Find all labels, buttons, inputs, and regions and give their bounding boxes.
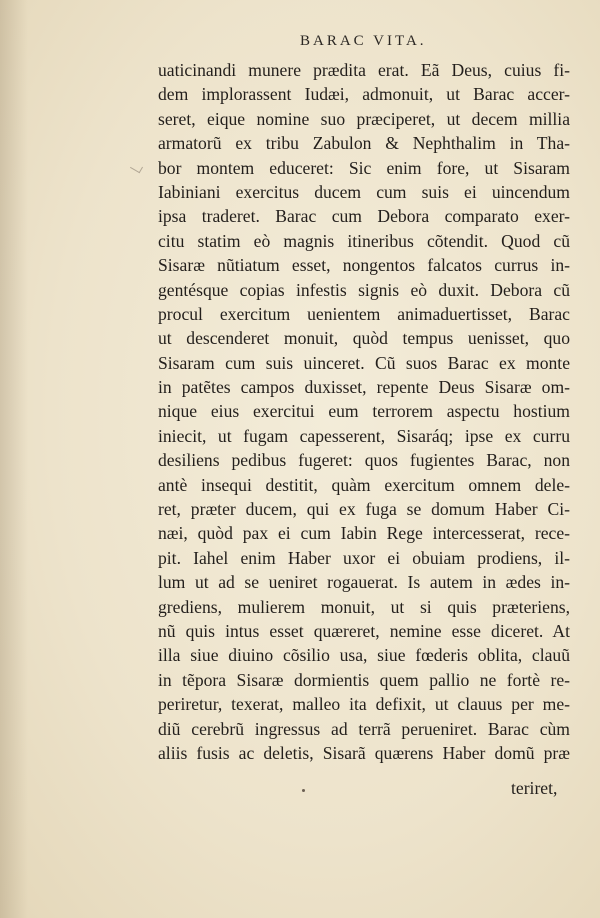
text-line: antè insequi destitit, quàm exercitum omnem dele- <box>158 474 570 495</box>
text-line: lum ut ad se ueniret rogauerat. Is autem in ædes in- <box>158 572 570 593</box>
ink-speck <box>302 789 305 792</box>
text-line: in tẽpora Sisaræ dormientis quem pallio ne fortè re- <box>158 669 570 690</box>
text-line: illa siue diuino cõsilio usa, siue fœderis oblita, clauũ <box>158 645 570 666</box>
text-line: Iabiniani exercitus ducem cum suis ei uincendum <box>158 181 570 202</box>
text-line: grediens, mulierem monuit, ut si quis præteriens, <box>158 596 570 617</box>
text-line: uaticinandi munere prædita erat. Eã Deus, cuius fi- <box>158 60 570 80</box>
spine-shadow <box>0 0 28 918</box>
text-line: gentésque copias infestis signis eò duxit. Debora cũ <box>158 279 570 300</box>
text-line: Sisaræ nũtiatum esset, nongentos falcatos currus in- <box>158 255 570 276</box>
text-line: nique eius exercitui eum terrorem aspectu hostium <box>158 401 570 422</box>
text-line: iniecit, ut fugam capesserent, Sisaráq; ipse ex curru <box>158 425 570 446</box>
text-line: næi, quòd pax ei cum Iabin Rege intercesserat, rece- <box>158 523 570 544</box>
catchword: teriret, <box>511 778 558 798</box>
running-head: BARAC VITA. <box>300 33 427 49</box>
text-line: bor montem educeret: Sic enim fore, ut Sisaram <box>158 157 570 178</box>
text-block <box>158 58 570 765</box>
text-line: citu statim eò magnis itineribus cõtendit. Quod cũ <box>158 230 570 251</box>
text-line: ut descenderet monuit, quòd tempus uenisset, quo <box>158 328 570 349</box>
text-line: periretur, texerat, malleo ita defixit, ut clauus per me- <box>158 694 570 715</box>
text-line: ipsa traderet. Barac cum Debora comparato exer- <box>158 206 570 227</box>
text-line: Sisaram cum suis uinceret. Cũ suos Barac ex monte <box>158 352 570 373</box>
text-line: in patẽtes campos duxisset, repente Deus Sisaræ om- <box>158 377 570 398</box>
text-line: armatorũ ex tribu Zabulon & Nephthalim in Tha- <box>158 133 570 154</box>
text-line: procul exercitum uenientem animaduertisset, Barac <box>158 303 570 324</box>
text-line: dem implorassent Iudæi, admonuit, ut Barac accer- <box>158 84 570 105</box>
text-line: desiliens pedibus fugeret: quos fugientes Barac, non <box>158 450 570 471</box>
text-line: ret, præter ducem, qui ex fuga se domum Haber Ci- <box>158 499 570 520</box>
text-line: aliis fusis ac deletis, Sisarã quærens Haber domũ præ <box>158 742 570 763</box>
margin-mark <box>130 162 143 174</box>
text-line: seret, eique nomine suo præciperet, ut decem millia <box>158 108 570 129</box>
text-line: nũ quis intus esset quæreret, nemine esse diceret. At <box>158 620 570 641</box>
text-line: pit. Iahel enim Haber uxor ei obuiam prodiens, il- <box>158 547 570 568</box>
text-line: diũ cerebrũ ingressus ad terrã perueniret. Barac cùm <box>158 718 570 739</box>
